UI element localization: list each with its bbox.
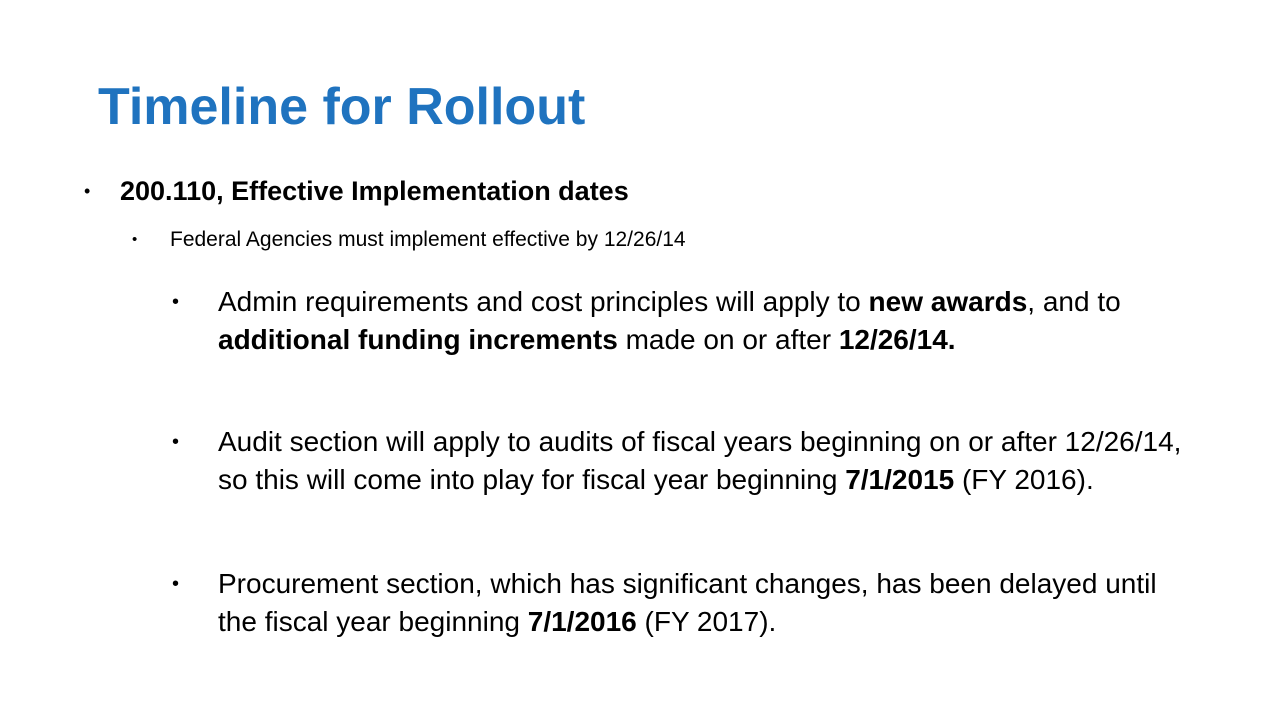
text-run: Audit section will apply to audits of fiscal years beginning on or after 12/26/14, so this will come into play for fiscal year beginning xyxy=(218,426,1182,495)
bullet-level2-federal-agencies xyxy=(132,224,1246,256)
bullet-level3-text xyxy=(192,283,1192,359)
bold-text-run: 7/1/2015 xyxy=(845,464,955,495)
bullet-level3-text xyxy=(192,565,1192,641)
bullet-level1-effective-dates xyxy=(84,171,1240,211)
bullet-dot-icon: • xyxy=(84,181,91,201)
bullet-level3-text xyxy=(192,423,1192,499)
bullet-level3-procurement-section xyxy=(172,565,1192,641)
bullet-level2-text: Federal Agencies must implement effective by 12/26/14 xyxy=(170,228,686,251)
bullet-level3-audit-section xyxy=(172,423,1192,499)
bold-text-run: new awards xyxy=(868,286,1028,317)
bullet-dot-icon: • xyxy=(132,231,138,248)
slide-title: Timeline for Rollout xyxy=(98,78,586,136)
bullet-dot-icon: • xyxy=(172,431,180,453)
bullet-dot-icon: • xyxy=(172,573,180,595)
text-run: (FY 2017). xyxy=(636,606,777,637)
text-run: Admin requirements and cost principles will apply to xyxy=(218,286,869,317)
text-run: Procurement section, which has significant changes, has been delayed until the fiscal year beginning xyxy=(218,568,1157,637)
text-run: , and to xyxy=(1027,286,1121,317)
text-run: made on or after xyxy=(617,324,839,355)
bold-text-run: additional funding increments xyxy=(218,324,618,355)
bold-text-run: 12/26/14. xyxy=(838,324,956,355)
bullet-dot-icon: • xyxy=(172,291,180,313)
text-run: (FY 2016). xyxy=(954,464,1094,495)
bullet-level3-admin-requirements xyxy=(172,283,1192,359)
bold-text-run: 7/1/2016 xyxy=(527,606,637,637)
bullet-level1-text: 200.110, Effective Implementation dates xyxy=(120,176,629,206)
